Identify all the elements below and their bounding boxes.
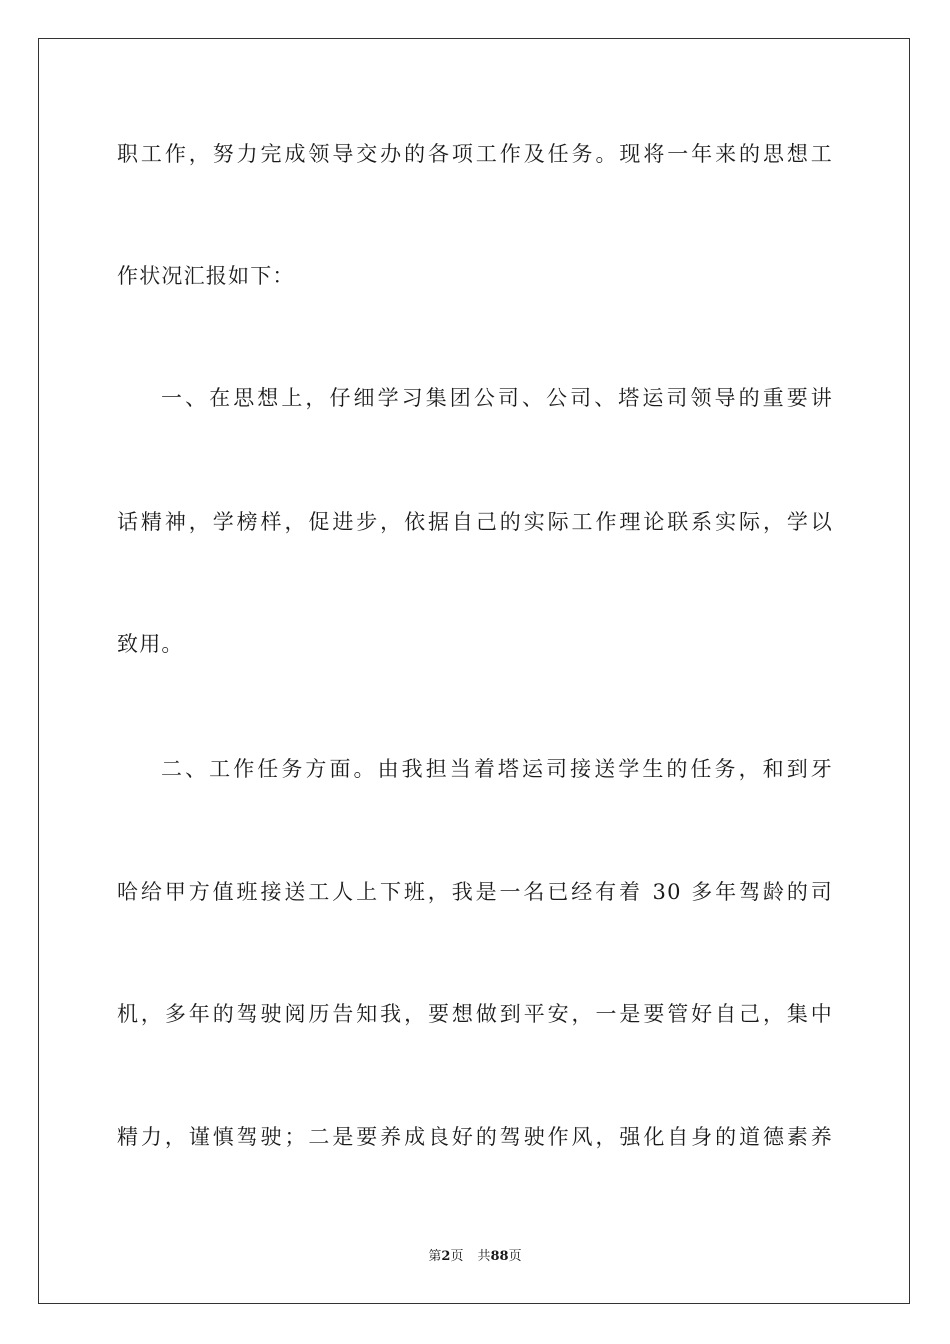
body-line-9: 精力，谨慎驾驶；二是要养成良好的驾驶作风，强化自身的道德素养	[117, 1125, 833, 1149]
body-line-4: 话精神，学榜样，促进步，依据自己的实际工作理论联系实际，学以	[117, 510, 833, 534]
body-line-5: 致用。	[117, 632, 184, 656]
footer-page-suffix: 页	[450, 1249, 464, 1264]
body-line-6: 二、工作任务方面。由我担当着塔运司接送学生的任务，和到牙	[161, 757, 833, 781]
footer-total-suffix: 页	[508, 1249, 522, 1264]
body-line-8: 机，多年的驾驶阅历告知我，要想做到平安，一是要管好自己，集中	[117, 1002, 833, 1026]
page-footer	[0, 1248, 950, 1266]
footer-page-number: 2	[441, 1249, 451, 1264]
body-line-2: 作状况汇报如下：	[117, 264, 295, 288]
body-line-3: 一、在思想上，仔细学习集团公司、公司、塔运司领导的重要讲	[161, 386, 833, 410]
footer-page-prefix: 第	[428, 1249, 442, 1264]
body-line-1: 职工作，努力完成领导交办的各项工作及任务。现将一年来的思想工	[117, 142, 833, 166]
footer-total-pages: 88	[490, 1249, 509, 1264]
footer-total-prefix: 共	[477, 1249, 491, 1264]
body-line-7: 哈给甲方值班接送工人上下班，我是一名已经有着 30 多年驾龄的司	[117, 880, 833, 904]
page-border	[38, 38, 910, 1304]
